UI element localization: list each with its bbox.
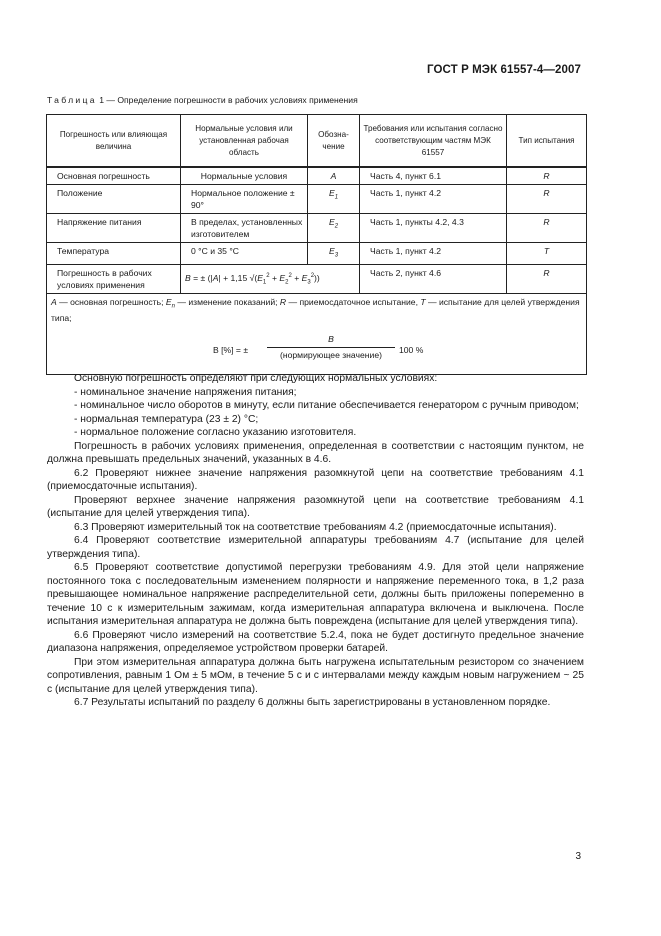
formula-denominator: (нормирующее значение) (280, 350, 382, 361)
cell-test-type: R (507, 214, 587, 243)
cell-symbol: $E_1$ (308, 185, 360, 214)
list-item: - номинальное число оборотов в минуту, если питание обеспечивается генератором с ручным приводом; (74, 400, 579, 411)
header-cell: Требования или испытания согласно соответствующим частям МЭК 61557 (360, 115, 507, 168)
table-row (47, 264, 587, 293)
paragraph: Проверяют верхнее значение напряжения разомкнутой цепи на соответствие требованиям 4.1 (испытание для целей утверждения типа). (47, 494, 584, 519)
table-row (47, 243, 587, 265)
cell-test-type: R (507, 264, 587, 293)
cell-test-type: R (507, 185, 587, 214)
cell-name: Напряжение питания (47, 214, 181, 243)
cell-requirement: Часть 2, пункт 4.6 (360, 264, 507, 293)
paragraph: 6.4 Проверяют соответствие измерительной аппаратуры требованиям 4.7 (испытание для целей утверждения типа). (47, 535, 584, 560)
formula-rhs: 100 % (399, 345, 424, 356)
cell-symbol: A (308, 167, 360, 185)
paragraph: 6.5 Проверяют соответствие допустимой перегрузки требованиям 4.9. Для этой цели напряжение постоянного тока с последовательным изменением полярности и напряжение переменного тока, в 1,2 раза превышающее номинальное напряжение распределительной сети, должны быть приложены попеременно в течение 10 с к измерительным зажимам, когда измерительная аппаратура включена и выключена. После испытания измерительная аппаратура не должна быть повреждена (испытание для целей утверждения типа). (47, 562, 584, 627)
accuracy-table (46, 114, 587, 375)
formula-numerator: B (267, 333, 395, 348)
list-item: - нормальная температура (23 ± 2) °C; (74, 413, 259, 425)
paragraph: Основную погрешность определяют при следующих нормальных условиях: (74, 373, 438, 384)
cell-symbol: $E_3$ (308, 243, 360, 265)
cell-condition: Нормальные условия (181, 167, 308, 185)
relative-error-formula (51, 324, 582, 372)
cell-name: Погрешность в рабочих условиях применения (47, 264, 181, 293)
list-item: - нормальное положение согласно указанию изготовителя. (74, 427, 357, 438)
table-header-row (47, 115, 587, 168)
paragraph: 6.7 Результаты испытаний по разделу 6 должны быть зарегистрированы в установленном порядке. (74, 697, 551, 708)
table-row (47, 214, 587, 243)
document-code-header: ГОСТ Р МЭК 61557-4—2007 (427, 64, 581, 76)
table-row (47, 185, 587, 214)
cell-name: Основная погрешность (47, 167, 181, 185)
table-caption (47, 95, 358, 105)
paragraph: 6.6 Проверяют число измерений на соответствие 5.2.4, пока не будет достигнуто предельное значение диапазона напряжения, определяемое устройством проверки батарей. (47, 629, 584, 654)
page-number: 3 (575, 851, 581, 862)
body-text (47, 372, 584, 710)
cell-condition: В пределах, установленных изготовителем (181, 214, 308, 243)
header-cell: Тип испытания (507, 115, 587, 168)
header-cell: Обозна-чение (308, 115, 360, 168)
cell-requirement: Часть 1, пункт 4.2 (360, 243, 507, 265)
cell-symbol: $E_2$ (308, 214, 360, 243)
cell-requirement: Часть 1, пункт 4.2 (360, 185, 507, 214)
cell-condition-formula: B = ± (|A| + 1,15 $√(E_1^2 + E_2^2 + E_3^2)$) (181, 264, 360, 293)
table-note: A — основная погрешность; $E_n$ — изменение показаний; R — приемосдаточное испытание, T — испытание для целей утверждения типа; (51, 296, 580, 324)
formula-fraction (267, 333, 395, 361)
table-caption-title: 1 — Определение погрешности в рабочих условиях применения (99, 95, 358, 105)
cell-name: Температура (47, 243, 181, 265)
paragraph: Погрешность в рабочих условиях применения, определенная в соответствии с настоящим пунктом, не должна превышать предельных значений, указанных в 4.6. (47, 440, 584, 465)
table-caption-word: Таблица (47, 95, 97, 105)
header-cell: Нормальные условия или установленная рабочая область (181, 115, 308, 168)
paragraph: При этом измерительная аппаратура должна быть нагружена испытательным резистором со значением сопротивления, равным 1 Ом ± 5 мОм, в течение 5 с и с интервалами между каждым новым нагружением ~ 25 с (испытание для целей утверждения типа). (47, 656, 584, 695)
cell-name: Положение (47, 185, 181, 214)
header-cell: Погрешность или влияющая величина (47, 115, 181, 168)
cell-condition: 0 °C и 35 °C (181, 243, 308, 265)
cell-test-type: T (507, 243, 587, 265)
cell-requirement: Часть 1, пункты 4.2, 4.3 (360, 214, 507, 243)
list-item: - номинальное значение напряжения питания; (74, 386, 297, 398)
table-note-row (47, 293, 587, 375)
cell-test-type: R (507, 167, 587, 185)
paragraph: 6.3 Проверяют измерительный ток на соответствие требованиям 4.2 (приемосдаточные испытания). (74, 521, 557, 533)
cell-condition: Нормальное положение ± 90° (181, 185, 308, 214)
paragraph: 6.2 Проверяют нижнее значение напряжения разомкнутой цепи на соответствие требованиям 4.1 (приемосдаточные испытания). (47, 467, 584, 492)
cell-requirement: Часть 4, пункт 6.1 (360, 167, 507, 185)
table-note-cell (47, 293, 587, 375)
formula-lhs: B [%] = ± (213, 345, 249, 356)
table-row (47, 167, 587, 185)
